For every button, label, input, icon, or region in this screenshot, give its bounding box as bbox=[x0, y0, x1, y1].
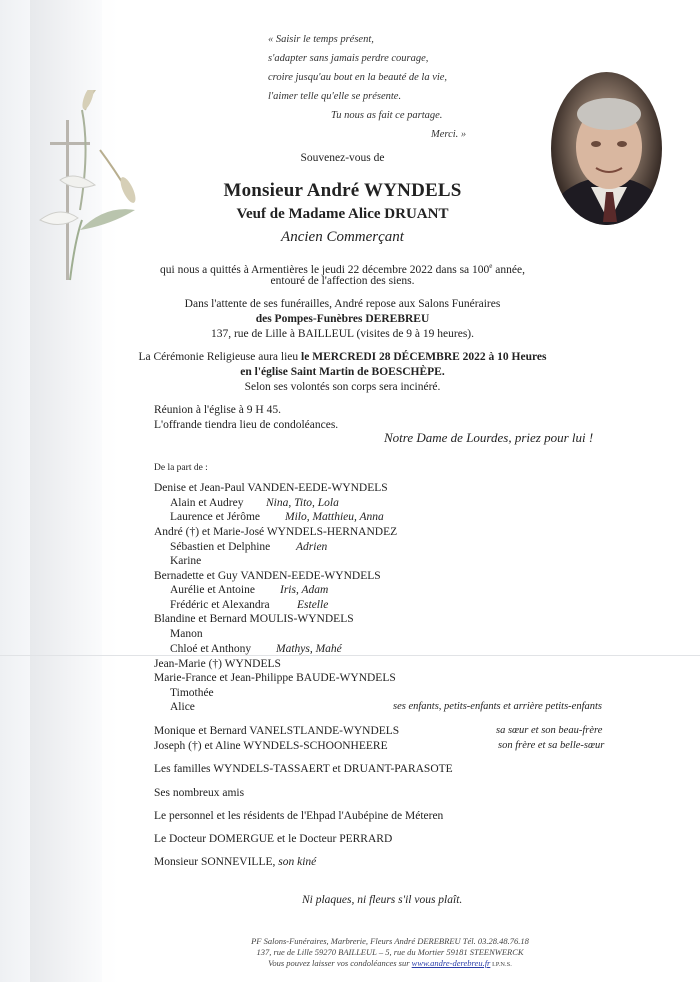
others-row: Les familles WYNDELS-TASSAERT et DRUANT-PARASOTE bbox=[154, 763, 453, 775]
rest-line-1: Dans l'attente de ses funérailles, André repose aux Salons Funéraires bbox=[184, 298, 501, 310]
family-row: Timothée bbox=[170, 687, 214, 699]
portrait-photo bbox=[551, 72, 662, 225]
sibling-note: son frère et sa belle-sœur bbox=[498, 740, 605, 751]
family-row: Bernadette et Guy VANDEN-EEDE-WYNDELS bbox=[154, 570, 381, 582]
family-kids: Estelle bbox=[297, 599, 329, 611]
from-label: De la part de : bbox=[154, 463, 208, 473]
family-kids: Milo, Matthieu, Anna bbox=[285, 511, 384, 523]
occupation: Ancien Commerçant bbox=[281, 229, 404, 245]
flowers-text: Ni plaques, ni fleurs s'il vous plaît. bbox=[302, 894, 463, 906]
family-kids: Mathys, Mahé bbox=[276, 643, 342, 655]
others-row: Le personnel et les résidents de l'Ehpad l'Aubépine de Méteren bbox=[154, 810, 444, 822]
prayer-text: Notre Dame de Lourdes, priez pour lui ! bbox=[384, 430, 594, 445]
family-row: André (†) et Marie-José WYNDELS-HERNANDEZ bbox=[154, 526, 398, 538]
intro-text: Souvenez-vous de bbox=[300, 152, 385, 164]
family-row: Manon bbox=[170, 628, 203, 640]
others-row: Le Docteur DOMERGUE et le Docteur PERRARD bbox=[154, 833, 393, 845]
family-row: Alain et Audrey bbox=[170, 497, 244, 509]
others-row: Ses nombreux amis bbox=[154, 787, 245, 799]
fold-line bbox=[0, 655, 700, 656]
family-row: Aurélie et Antoine bbox=[170, 584, 255, 596]
sibling-row: Joseph (†) et Aline WYNDELS-SCHOONHEERE bbox=[154, 740, 388, 752]
footer-line-2: 137, rue de Lille 59270 BAILLEUL – 5, rue du Mortier 59181 STEENWERCK bbox=[256, 947, 524, 957]
family-row: Marie-France et Jean-Philippe BAUDE-WYNDELS bbox=[154, 672, 396, 684]
portrait-figure bbox=[551, 72, 662, 225]
condolences-link[interactable]: www.andre-derebreu.fr bbox=[411, 958, 491, 968]
family-kids: Adrien bbox=[296, 541, 328, 553]
footer-line-3: Vous pouvez laisser vos condoléances sur www.andre-derebreu.fr I.P.N.S. bbox=[268, 958, 512, 968]
family-row: Chloé et Anthony bbox=[170, 643, 252, 655]
family-kids: Iris, Adam bbox=[280, 584, 329, 596]
family-row: Laurence et Jérôme bbox=[170, 511, 261, 523]
rest-line-3: 137, rue de Lille à BAILLEUL (visites de 9 à 19 heures). bbox=[210, 328, 475, 340]
sibling-row: Monique et Bernard VANELSTLANDE-WYNDELS bbox=[154, 725, 400, 737]
quote-line: l'aimer telle qu'elle se présente. bbox=[268, 91, 402, 102]
meeting-text: Réunion à l'église à 9 H 45. bbox=[154, 404, 281, 416]
quote-line: Merci. » bbox=[431, 129, 467, 140]
ceremony-line-2: en l'église Saint Martin de BOESCHÈPE. bbox=[240, 366, 445, 378]
quote-block bbox=[268, 30, 466, 144]
family-row: Frédéric et Alexandra bbox=[170, 599, 270, 611]
family-note: ses enfants, petits-enfants et arrière petits-enfants bbox=[393, 701, 603, 712]
family-kids: Nina, Tito, Lola bbox=[266, 497, 339, 509]
family-row: Denise et Jean-Paul VANDEN-EEDE-WYNDELS bbox=[154, 482, 388, 494]
quote-line: Tu nous as fait ce partage. bbox=[331, 110, 443, 121]
deceased-name: Monsieur André WYNDELS bbox=[223, 180, 462, 201]
sibling-note: sa sœur et son beau-frère bbox=[496, 725, 603, 736]
death-line: qui nous a quittés à Armentières le jeudi 22 décembre 2022 dans sa 100e année, bbox=[160, 262, 525, 276]
death-line-2: entouré de l'affection des siens. bbox=[270, 275, 415, 287]
quote-line: s'adapter sans jamais perdre courage, bbox=[268, 53, 429, 64]
widow-line: Veuf de Madame Alice DRUANT bbox=[236, 206, 449, 222]
offering-text: L'offrande tiendra lieu de condoléances. bbox=[154, 419, 339, 431]
family-row: Blandine et Bernard MOULIS-WYNDELS bbox=[154, 613, 354, 625]
family-row: Alice bbox=[170, 701, 195, 713]
family-row: Karine bbox=[170, 555, 202, 567]
ceremony-line-3: Selon ses volontés son corps sera incinéré. bbox=[244, 381, 441, 393]
footer-line-1: PF Salons-Funéraires, Marbrerie, Fleurs André DEREBREU Tél. 03.28.48.76.18 bbox=[251, 936, 529, 946]
family-row: Jean-Marie (†) WYNDELS bbox=[154, 658, 281, 670]
kine-row: Monsieur SONNEVILLE, son kiné bbox=[154, 856, 317, 868]
ceremony-line-1: La Cérémonie Religieuse aura lieu le MERCREDI 28 DÉCEMBRE 2022 à 10 Heures bbox=[138, 351, 547, 363]
family-row: Sébastien et Delphine bbox=[170, 541, 271, 553]
rest-line-2: des Pompes-Funèbres DEREBREU bbox=[255, 313, 430, 325]
quote-line: « Saisir le temps présent, bbox=[268, 34, 374, 45]
quote-line: croire jusqu'au bout en la beauté de la vie, bbox=[268, 72, 448, 83]
